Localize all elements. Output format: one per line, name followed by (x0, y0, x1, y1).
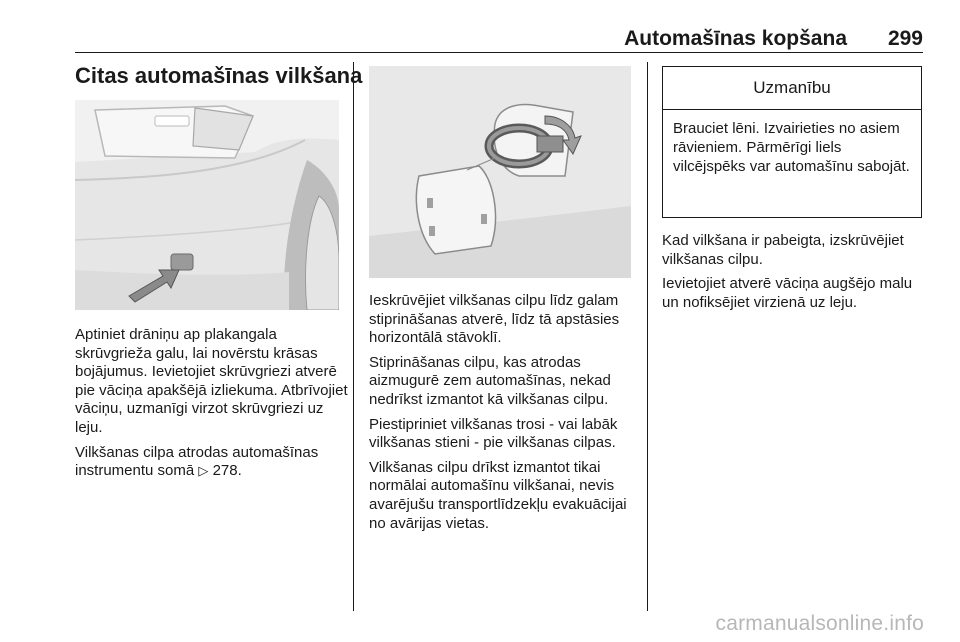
column-1-text (75, 326, 350, 487)
towing-eye-location-paragraph (75, 444, 350, 481)
paragraph: Piestipriniet vilkšanas trosi - vai labāk vilkšanas stieni - pie vilkšanas cilpas. (369, 415, 618, 452)
paragraph: Stiprināšanas cilpu, kas atrodas aizmugurē zem automašīnas, nekad nedrīkst izmantot kā vilkšanas cilpu. (369, 353, 611, 408)
header-title: Automašīnas kopšana (624, 27, 847, 50)
bumper-cover-image (75, 100, 339, 310)
paragraph: Ievietojiet atverē vāciņa augšējo malu un nofiksējiet virzienā uz leju. (662, 275, 913, 311)
column-divider-2 (647, 62, 648, 611)
towing-eye-image (369, 66, 631, 278)
watermark: carmanualsonline.info (715, 612, 924, 635)
paragraph: Vilkšanas cilpu drīkst izmantot tikai normālai automašīnu vilkšanai, nevis avarējušu transportlīdzekļu evakuācijai no avārijas vietas. (369, 458, 627, 532)
column-2-text (369, 292, 639, 539)
cross-reference-link[interactable]: 278. (212, 462, 242, 480)
section-title: Citas automašīnas vilkšana (75, 63, 363, 88)
caution-body: Brauciet lēni. Izvairieties no asiem rāvieniem. Pārmērīgi liels vilcējspēks var automašīnu sabojāt. (673, 120, 910, 175)
caution-heading: Uzmanību (663, 67, 921, 110)
page-header (75, 28, 923, 48)
page-number: 299 (887, 27, 923, 50)
towing-eye-location-text: Vilkšanas cilpa atrodas automašīnas instrumentu somā (75, 443, 319, 480)
paragraph: Ieskrūvējiet vilkšanas cilpu līdz galam stiprināšanas atverē, līdz tā apstāsies horizontālā stāvoklī. (369, 292, 620, 347)
paragraph: Kad vilkšana ir pabeigta, izskrūvējiet vilkšanas cilpu. (662, 232, 904, 268)
bumper-illustration (75, 100, 339, 310)
caution-box (662, 66, 922, 218)
triangle-right-icon: ▷ (198, 463, 209, 479)
paragraph: Aptiniet drāniņu ap plakangala skrūvgrieža galu, lai novērstu krāsas bojājumus. Ievietojiet skrūvgriezi atverē pie vāciņa apakšējā izliekuma. Atbrīvojiet vāciņu, uzmanīgi virzot skrūvgriezi uz leju. (75, 326, 348, 436)
towing-eye-illustration (369, 66, 631, 278)
header-divider (75, 52, 923, 53)
column-3-text (662, 232, 924, 318)
column-divider-1 (353, 62, 354, 611)
